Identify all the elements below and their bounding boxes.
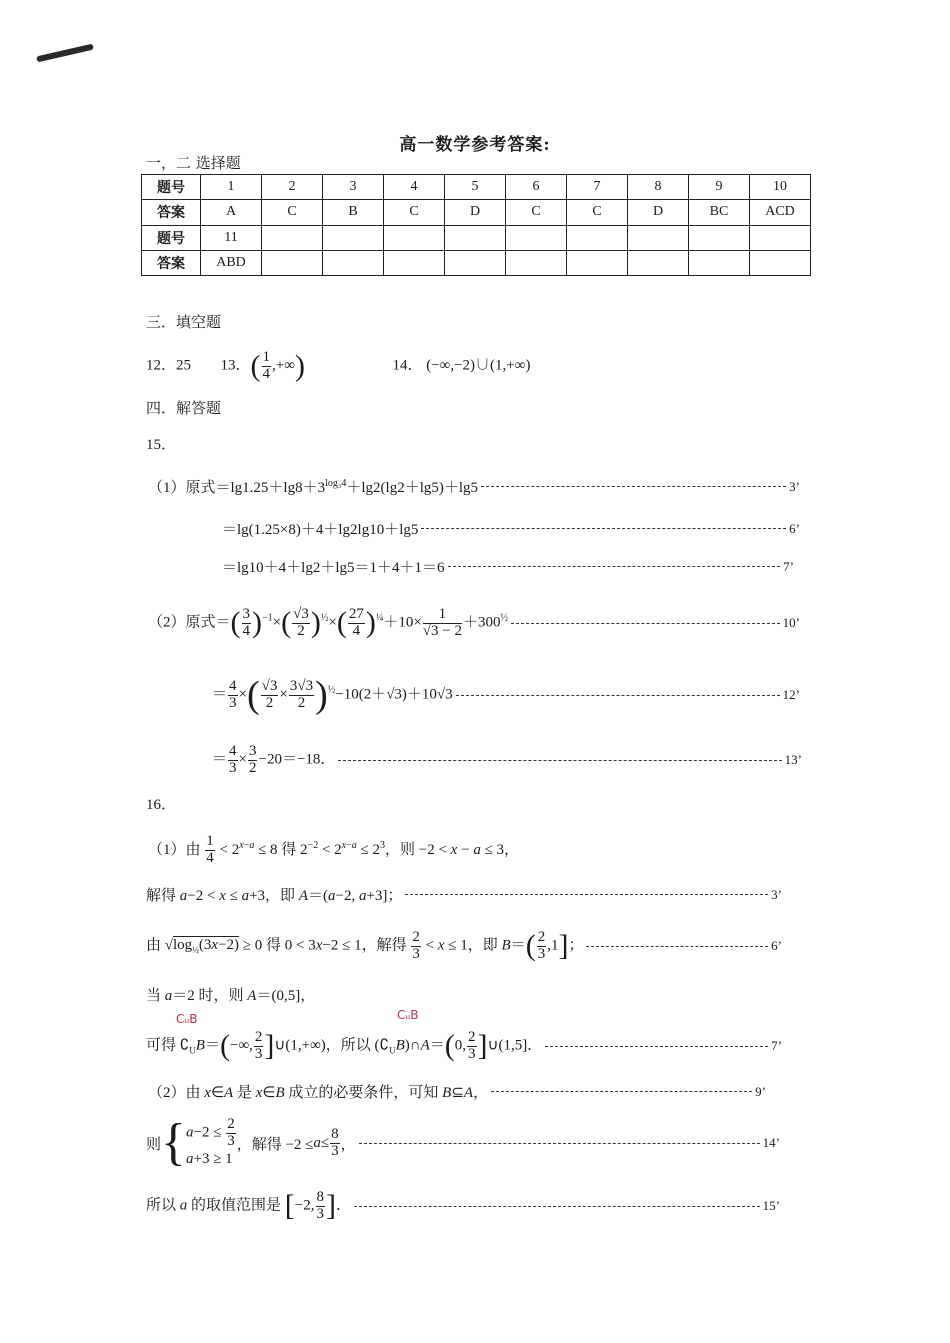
q13-label: 13．: [220, 357, 251, 374]
q14-answer: 14． (−∞,−2)∪(1,+∞): [392, 357, 531, 374]
table-cell: [628, 250, 689, 275]
table-cell: [384, 250, 445, 275]
section-solve: 四．解答题: [146, 399, 222, 417]
q15-label: 15．: [146, 437, 177, 453]
q12-answer: 12．25: [146, 357, 192, 374]
table-cell: 9: [689, 175, 750, 200]
row-header: 答案: [142, 200, 201, 225]
table-cell: C: [262, 200, 323, 225]
section-choice: 一，二 选择题: [146, 154, 241, 172]
table-cell: [506, 250, 567, 275]
table-row: [142, 175, 811, 200]
q15-line-5: ＝ $\frac{4}{3}$ ×( $\frac{√3}{2}$ × $\frac{3√3}{2}$ )$^{\frac{1}{2}}$−10(2＋√3)＋10√3 12’: [212, 674, 800, 716]
q16-line-2: 解得 a−2 < x ≤ a+3，即 A＝(a−2, a+3]； 3’: [146, 886, 782, 904]
table-row: [142, 225, 811, 250]
table-cell: [262, 250, 323, 275]
table-cell: 4: [384, 175, 445, 200]
table-cell: [750, 250, 811, 275]
table-cell: 3: [323, 175, 384, 200]
table-cell: [689, 225, 750, 250]
table-cell: BC: [689, 200, 750, 225]
table-cell: 7: [567, 175, 628, 200]
row-header: 题号: [142, 225, 201, 250]
table-cell: ACD: [750, 200, 811, 225]
table-cell: [323, 225, 384, 250]
table-cell: [323, 250, 384, 275]
table-cell: [445, 250, 506, 275]
section-fill: 三．填空题: [146, 313, 222, 331]
table-cell: ABD: [201, 250, 262, 275]
table-cell: 2: [262, 175, 323, 200]
answer-table: [141, 174, 811, 276]
pen-mark: [36, 44, 94, 63]
q16-line-6: （2）由 x∈A 是 x∈B 成立的必要条件，可知 B⊆A， 9’: [148, 1083, 766, 1101]
q16-line-8: 所以 a 的取值范围是 [−2, $\frac{8}{3}$ ]． 15’: [146, 1188, 780, 1222]
q15-line-4: （2）原式＝( $\frac{3}{4}$ )$^{-1}$×( $\frac{√3}{2}$ )$^{\frac{1}{2}}$×( $\frac{27}{4}$ )$^{\frac{1}{4}}$＋10× $\frac{1}{√3 - 2}$ $+300^{\frac{1}{2}}$ 10’: [148, 605, 800, 639]
table-row: [142, 200, 811, 225]
table-cell: C: [567, 200, 628, 225]
table-cell: D: [628, 200, 689, 225]
row-header: 题号: [142, 175, 201, 200]
q16-line-3: 由 $√\log_{\frac{1}{2}}(3x-2) \ge 0$ 得 0 < 3x−2 ≤ 1，解得 $\frac{2}{3}$ < x ≤ 1，即 B＝( $\frac{2}{3}$ ,1]； 6’: [146, 928, 782, 962]
q16-line-7: 则 { a−2 ≤ $\frac{2}{3}$ a+3 ≥ 1 ，解得 −2 ≤ a ≤ $\frac{8}{3}$ ， 14’: [146, 1114, 780, 1171]
table-cell: C: [384, 200, 445, 225]
q15-line-1: （1）原式$=\lg 1.25+\lg 8+3^{log_34}+\lg 2(\lg 2+\lg 5)+\lg 5$ 3’: [148, 478, 800, 496]
table-cell: 8: [628, 175, 689, 200]
table-cell: B: [323, 200, 384, 225]
table-cell: 6: [506, 175, 567, 200]
q16-line-1: （1）由 $\frac{1}{4}$ < $2^{x-a} \le 8$ 得 $2^{-2} < 2^{x-a} \le 2^3$，则 −2 < x − a ≤ 3，: [148, 833, 520, 867]
page-title: 高一数学参考答案:: [399, 135, 551, 155]
q16-label: 16．: [146, 797, 177, 813]
row-header: 答案: [142, 250, 201, 275]
q13-fraction: $\frac{1}{4}$: [262, 349, 271, 382]
table-cell: 11: [201, 225, 262, 250]
q15-line-3: ＝lg10＋4＋lg2＋lg5＝1＋4＋1＝6 7’: [222, 558, 794, 576]
handwritten-note-1: CᵤB: [176, 1012, 198, 1026]
table-cell: [506, 225, 567, 250]
table-cell: [384, 225, 445, 250]
fill-answers: 12．25 13．( $\frac{1}{4}$ ,+∞) 14． (−∞,−2)∪(1,+∞): [146, 349, 531, 383]
q13-tail: ,+∞: [272, 357, 295, 374]
table-cell: A: [201, 200, 262, 225]
q15-line-2: ＝lg(1.25×8)＋4＋lg2lg10＋lg5 6’: [222, 520, 800, 538]
q16-line-4: 当 a＝2 时，则 A＝(0,5]，: [146, 988, 316, 1004]
table-cell: [628, 225, 689, 250]
table-cell: 1: [201, 175, 262, 200]
table-cell: [750, 225, 811, 250]
table-cell: 10: [750, 175, 811, 200]
handwritten-note-2: CᵤB: [397, 1008, 419, 1022]
table-cell: [689, 250, 750, 275]
table-cell: C: [506, 200, 567, 225]
table-cell: 5: [445, 175, 506, 200]
table-cell: D: [445, 200, 506, 225]
table-cell: [445, 225, 506, 250]
table-row: [142, 250, 811, 275]
table-cell: [567, 225, 628, 250]
table-cell: [567, 250, 628, 275]
q15-line-6: ＝ $\frac{4}{3}$ × $\frac{3}{2}$ −20＝−18． 13’: [212, 742, 802, 776]
table-cell: [262, 225, 323, 250]
q16-line-5: 可得 $∁_UB=(-\infty$, $\frac{2}{3}$ ]∪(1,+∞)，所以 $(∁_UB)\cap A=(0$, $\frac{2}{3}$ ]∪(1,5]． 7’: [146, 1028, 782, 1062]
